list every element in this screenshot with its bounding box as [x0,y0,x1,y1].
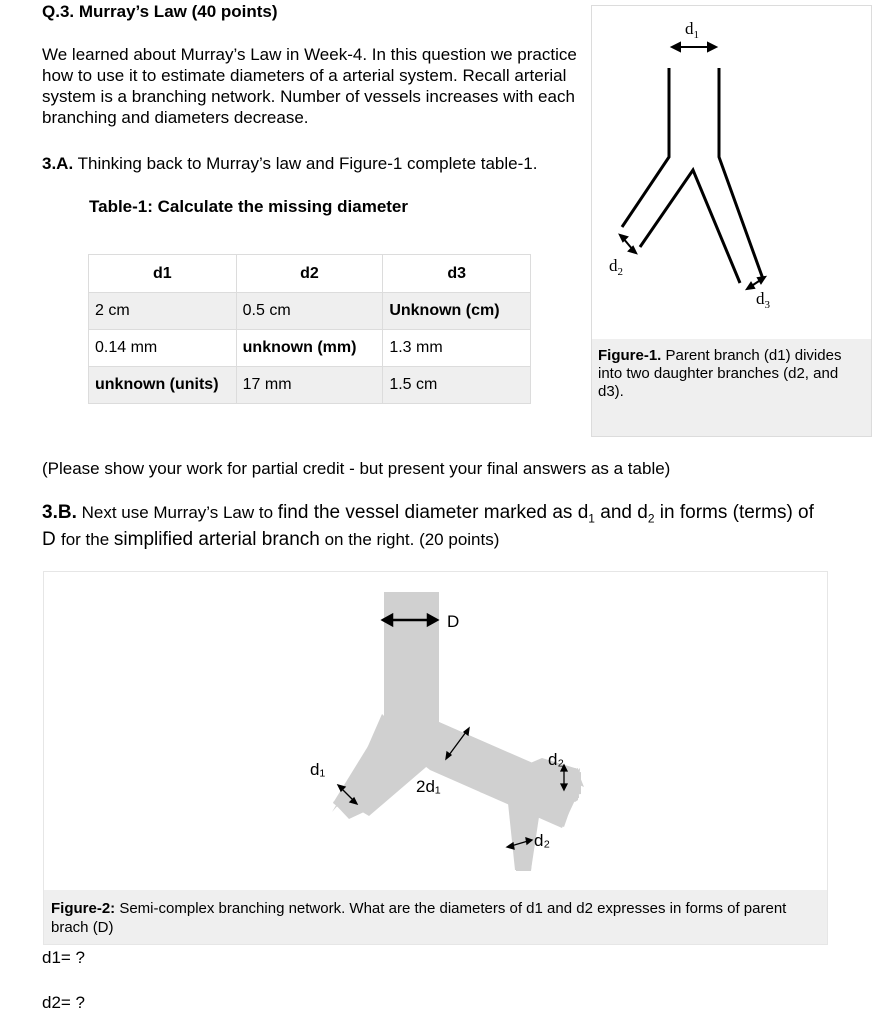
question-heading: Q.3. Murray’s Law (40 points) [42,2,278,21]
figure1-diagram [592,6,873,339]
d1-arrow-head-right [708,43,716,51]
table-row [89,367,531,404]
figure2-label-D: D [447,612,460,631]
figure2-label-d1: d₁ [310,760,326,779]
figure1-caption-label: Figure-1. [598,347,662,364]
figure2-caption-text: Semi-complex branching network. What are the diameters of d1 and d2 expresses in forms of parent brach (D) [51,900,787,936]
part-b-text-4: and d [594,502,648,523]
figure2-diagram [44,572,827,890]
table1 [88,254,531,404]
part-b-text-5: in forms (terms) of D [42,502,814,551]
figure1-label-d3: $d_3$ [756,289,770,311]
part-b-text-3: find the vessel diameter marked as d [277,502,589,523]
part-b-text-6: for the [61,530,114,550]
table1-header-d2: d2 [236,255,383,293]
inner-walls [640,170,740,283]
table-cell: 0.5 cm [236,293,383,330]
table-cell: 2 cm [89,293,237,330]
table1-title: Table-1: Calculate the missing diameter [89,197,408,216]
figure2-panel [43,571,828,945]
part-b-text-1: Next use Murray’s Law [76,503,259,522]
figure1-caption [592,339,871,436]
answer-d2: d2= ? [42,993,86,1012]
part-b-label: 3.B. [42,502,77,523]
figure1-panel [591,5,872,437]
table-cell: 17 mm [236,367,383,404]
d1-arrow-head-left [672,43,680,51]
table-cell-unknown: Unknown (cm) [383,293,531,330]
figure2-label-d2-lower: d₂ [534,831,551,850]
figure1-label-d2: $d_2$ [609,256,623,278]
table-cell: 1.3 mm [383,330,531,367]
parent-left-wall [622,68,669,227]
part-a-prompt [42,154,537,174]
table-row [89,330,531,367]
figure1-caption-text: Parent branch (d1) divides into two daughter branches (d2, and d3). [598,347,842,400]
part-b-prompt [42,502,822,551]
figure2-label-2d1: 2d₁ [416,777,441,796]
part-b-text-8: on the right. (20 points) [319,530,500,550]
table1-header-d3: d3 [383,255,531,293]
table-cell-unknown: unknown (mm) [236,330,383,367]
part-a-text: Thinking back to Murray’s law and Figure-1 complete table-1. [73,154,538,173]
part-a-label: 3.A. [42,154,74,173]
table1-header-d1: d1 [89,255,237,293]
table1-header-row [89,255,531,293]
table-cell: 0.14 mm [89,330,237,367]
figure1-label-d1: $d_1$ [685,19,699,41]
part-b-sub-1: 1 [588,511,595,526]
figure2-label-d2-upper: d₂ [548,750,565,769]
figure2-caption [44,890,827,944]
part-b-text-7: simplified arterial branch [113,529,320,551]
part-b-text-2: to [258,503,278,522]
question-intro: We learned about Murray’s Law in Week-4. In this question we practice how to use it to estimate diameters of a arterial system. Recall arterial system is a branching network. Number of vessels increases with each branching and diameters decrease. [42,45,577,127]
figure2-caption-label: Figure-2: [51,900,116,917]
part-b-sub-2: 2 [647,511,655,526]
table-cell-unknown: unknown (units) [89,367,237,404]
answer-d1: d1= ? [42,948,86,967]
table-cell: 1.5 cm [383,367,531,404]
work-note: (Please show your work for partial credit - but present your final answers as a table) [42,459,671,478]
d2-lower-arrow-head-left [507,843,514,849]
table-row [89,293,531,330]
